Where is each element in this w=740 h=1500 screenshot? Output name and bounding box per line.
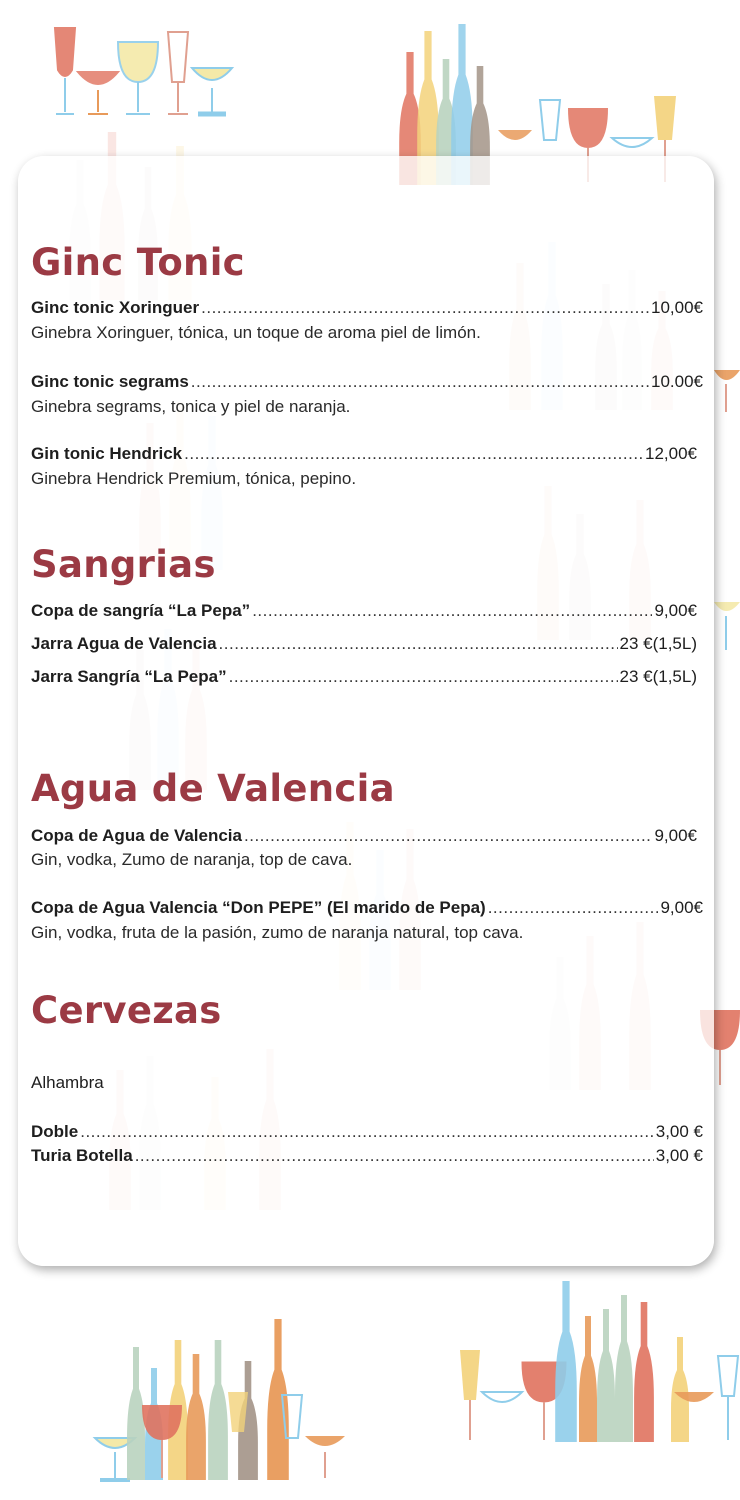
item-price: 10,00€ [651,298,703,317]
item-price: 9,00€ [654,601,697,620]
dot-leader [191,372,649,392]
item-name: Copa de Agua de Valencia [31,826,242,845]
item-description: Gin, vodka, fruta de la pasión, zumo de naranja natural, top cava. [31,923,524,942]
item-description: Ginebra segrams, tonica y piel de naranja. [31,397,351,416]
beer-brand-label: Alhambra [31,1073,104,1092]
dot-leader [244,826,652,846]
item-name: Doble [31,1122,79,1141]
menu-item-row [31,898,703,918]
item-price: 23 €(1,5L) [619,634,697,653]
item-price: 23 €(1,5L) [619,667,697,686]
menu-item-row [31,826,697,846]
menu-item-row [31,298,703,318]
section-title-agua-de-valencia: Agua de Valencia [31,767,395,810]
menu-item-row [31,1146,703,1166]
item-name: Copa de sangría “La Pepa” [31,601,251,620]
item-name: Gin tonic Hendrick [31,444,183,463]
item-name: Copa de Agua Valencia “Don PEPE” (El marido de Pepa) [31,898,486,917]
item-price: 10.00€ [651,372,703,391]
item-description: Ginebra Hendrick Premium, tónica, pepino. [31,469,357,488]
item-name: Ginc tonic Xoringuer [31,298,200,317]
item-price: 3,00 € [655,1146,703,1165]
menu-item-row [31,601,697,621]
item-description: Ginebra Xoringuer, tónica, un toque de aroma piel de limón. [31,323,481,342]
item-name: Ginc tonic segrams [31,372,189,391]
dot-leader [80,1122,654,1142]
dot-leader [229,667,618,687]
dot-leader [201,298,649,318]
item-name: Jarra Agua de Valencia [31,634,217,653]
menu-item-row [31,667,697,687]
item-description: Gin, vodka, Zumo de naranja, top de cava. [31,850,353,869]
item-name: Turia Botella [31,1146,133,1165]
item-price: 9,00€ [660,898,703,917]
section-title-cervezas: Cervezas [31,989,222,1032]
section-title-sangrias: Sangrias [31,543,216,586]
dot-leader [219,634,618,654]
menu-item-row [31,634,697,654]
dot-leader [488,898,659,918]
dot-leader [135,1146,654,1166]
menu-item-row [31,372,703,392]
item-price: 12,00€ [645,444,697,463]
dot-leader [252,601,652,621]
item-price: 9,00€ [654,826,697,845]
menu-item-row [31,444,697,464]
section-title-gin-tonic: Ginc Tonic [31,241,245,284]
dot-leader [184,444,643,464]
item-price: 3,00 € [655,1122,703,1141]
menu-item-row [31,1122,703,1142]
item-name: Jarra Sangría “La Pepa” [31,667,227,686]
